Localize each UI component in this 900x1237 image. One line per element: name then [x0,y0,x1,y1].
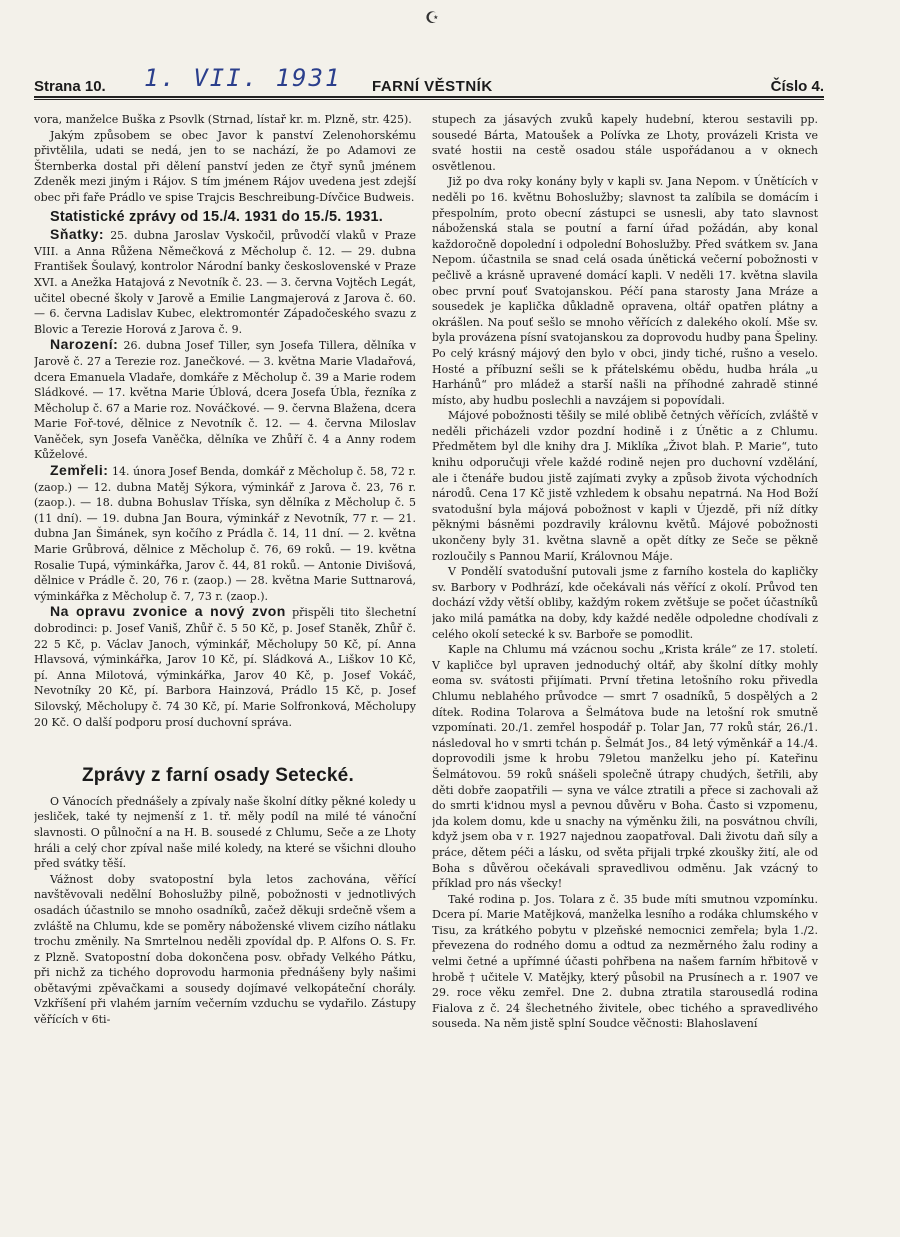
deaths-lead: Zemřeli: [50,462,109,479]
paragraph: Jakým způsobem se obec Javor k panství Zelenohorskému přivtělila, udati se nedá, jen to se nachází, že po Adamovi ze Šternberka dostal při dělení panství jeden ze čtyř synů jménem Zdeněk mezi jiným i Rájov. S tím jménem Rájov uvedena jest zdejší obec při faře Prádlo ve spise Trajcis Beschreibung-Dívčice Budweis. [34,128,416,204]
paragraph: vora, manželce Buška z Psovlk (Strnad, lístař kr. m. Plzně, str. 425). [34,113,412,126]
paragraph: Kaple na Chlumu má vzácnou sochu „Krista krále“ ze 17. století. V kapličce byl upraven jednoduchý oltář, aby školní dítky mohly eoma sv. svátosti přijímati. První třetina letošního roku přivedla Chlumu neblahého průvodce — smrt 7 osadníků, 5 dospělých a 2 dítek. Rodina Tolarova a Šelmátova bude na letošní rok smutně vzpomínati. 20./1. zemřel hospodář p. Tolar Jan, 77 roků stár, 26./1. následoval ho v smrti tchán p. Šelmát Jos., 84 letý výměnkář a 14./4. doprovodili jsme k hrobu 79letou manželku jeho pí. Kateřinu Šelmátovou. 59 roků snášeli společně útrapy chudých, šetřili, aby děti dobře zaopatřili — syna ve válce ztratili a přece si zachovali až do smrti k'idnou mysl a pevnou důvěru v Boha. Často si vzpomenu, jda kolem domu, kde u snachy na výměnku žili, na posvátnou chvíli, když jsem oba v r. 1927 najednou zaopatřoval. Dali životu daň síly a práce, dětem péči a lásku, od světa přijali trpké zkoušky žití, ale od Boha s důvěrou očekávali spravedlivou odměnu. Jak vzácný to příklad pro nás všecky! [432,643,818,891]
paragraph: Také rodina p. Jos. Tolara z č. 35 bude míti smutnou vzpomínku. Dcera pí. Marie Matějková, manželka lesního a rodáka chlumského v Tisu, za krátkého pobytu v plzeňské nemocnici zemřela; byla 1./2. převezena do rodného domu a odtud za nezměrného žalu rodiny a velmi četné a upřímné účasti pohřbena na našem farním hřbitově v hrobě † učitele V. Matějky, který působil na Prusínech a r. 1907 ve 29. roce věku zemřel. Dne 2. dubna ztratila starousedlá rodina Fialova z č. 24 šlechetného živitele, obec tichého a spravedlivého souseda. Na něm jistě splní Soudce věčnosti: Blahoslavení [432,892,818,1031]
page-header [34,64,824,98]
paragraph: V Pondělí svatodušní putovali jsme z farního kostela do kapličky sv. Barbory v Podhrází, kde očekávali nás věřící z okolí. Průvod ten dochází vždy větší obliby, každým rokem zvětšuje se počet účastníků jako milá památka na doby, kdy každé neděle odpoledne chodívali z celého okolí setecké k sv. Barboře se pomodlit. [432,565,818,641]
births-text: 26. dubna Josef Tiller, syn Josefa Tillera, dělníka v Jarově č. 27 a Terezie roz. Janečkové. — 3. května Marie Vladařová, dcera Emanuela Vladaře, domkáře z Měcholup č. 39 a Marie rodem Sládkové. — 17. května Marie Úblová, dcera Josefa Úbla, řezníka z Měcholup č. 67 a Marie roz. Nováčkové. — 9. června Blažena, dcera Marie Foř-tové, dělnice z Nevotník č. 12. — 4. června Miloslav Vaněček, syn Josefa Vaněčka, dělníka ve Zhůří č. 4 a Anny rodem Kůželové. [34,339,416,462]
paragraph: O Vánocích přednášely a zpívaly naše školní dítky pěkné koledy u jesliček, také ty nejmenší z 1. tř. měly podíl na milé té vánoční slavnosti. O půlnoční a na H. B. sousedé z Chlumu, Seče a ze Lhoty hráli a celý chor zpíval naše milé koledy, na které se všichni dlouho před svátky těší. [34,794,416,871]
right-column [432,112,818,1222]
newspaper-title: FARNÍ VĚSTNÍK [372,78,493,95]
setecke-heading: Zprávy z farní osady Setecké. [82,765,354,787]
paragraph: Již po dva roky konány byly v kapli sv. Jana Nepom. v Únětících v neděli po 16. květnu Bohoslužby; slavnost ta zalíbila se domácím i přespolním, proto obecní zástupci se usnesli, aby tato slavnost náboženská stala se poutní a farní úřad požádán, aby konal každoročně dopolední i odpolední Bohoslužby. Před svátkem sv. Jana Nepom. účastnila se snad celá osada únětická večerní pobožnosti v pečlivě a krásně upravené domácí kapli. V neděli 17. května slavila obec první pouť Svatojanskou. Péčí pana starosty Jana Mráze a sousedek je kaplička důkladně opravena, oltář opatřen plátny a okrášlen. Na pouť sešlo se mnoho věřících z dalekého okolí. Mše sv. byla provázena písní svatojanskou za doprovodu hudby pana Špeliny. Po celý krásný májový den bylo v obci, jindy tiché, rušno a veselo. Hosté a příbuzní sešli se k přátelskému obědu, hudba hrála „u Harhánů“ pro mládež a starší našli na příhodné zahradě stinné místo, aby hudbu poslechli a navzájem si popovídali. [432,175,818,407]
paragraph: Májové pobožnosti těšily se milé oblibě četných věřících, zvláště v neděli přicházeli vzdor pozdní hodině i z Únětic a z Chlumu. Předmětem byl dle knihy dra J. Miklíka „Život blah. P. Marie“, tuto knihu odporučuji vřele každé rodině nejen pro duchovní vzdělání, ale i čtenáře budou jistě zajímati zvyky a způsob života východních národů. Cena 17 Kč jistě vzhledem k obsahu nepatrná. Na Hod Boží svatodušní byla májová pobožnost v kapli v Újezdě, při níž dítky pěknými básněmi pozdravily královnu květů. Májové pobožnosti ukončeny byly 31. května slavně a opět dítky ze Seče se pěkně rozloučily s Pannou Marií, Královnou Máje. [432,409,818,563]
marriages-lead: Sňatky: [50,226,105,243]
births-paragraph [34,337,416,463]
donations-paragraph [34,604,416,730]
top-mark: ☪ [425,8,440,27]
left-column [34,112,416,1222]
births-lead: Narození: [50,336,119,353]
handwritten-date: 1. VII. 1931 [144,64,342,92]
marriages-paragraph [34,227,416,337]
statistics-heading: Statistické zprávy od 15./4. 1931 do 15./5. 1931. [50,208,384,225]
donations-lead: Na opravu zvonice a nový zvon [50,603,286,620]
header-rule-thin [34,99,824,100]
issue-number: Číslo 4. [770,78,824,95]
paragraph: stupech za jásavých zvuků kapely hudební, kterou sestavili pp. sousedé Bárta, Matoušek a Polívka ze Lhoty, provázeli Krista ve svaté hostii na cestě osadou stále uspořádanou a v oknech osvětlenou. [432,113,818,173]
deaths-paragraph [34,463,416,604]
donations-text: přispěli tito šlechetní dobrodinci: p. Josef Vaniš, Zhůř č. 5 50 Kč, p. Josef Staněk, Zhůř č. 22 5 Kč, p. Václav Janoch, výminkář, Měcholupy 50 Kč, pí. Anna Hlavsová, výminkářka, Jarov 10 Kč, pí. Sládková A., Liškov 10 Kč, pí. Anna Milotová, výminkářka, Jarov 40 Kč, p. Josef Vokáč, Nevotníky 20 Kč, pí. Barbora Hainzová, Prádlo 15 Kč, p. Josef Silovský, Měcholupy č. 74 30 Kč, pí. Marie Solfronková, Měcholupy 20 Kč. O další podporu prosí duchovní správa. [34,606,416,729]
deaths-text: 14. února Josef Benda, domkář z Měcholup č. 58, 72 r. (zaop.) — 12. dubna Matěj Sýkora, výminkář z Jarova č. 23, 76 r. (zaop.). — 18. dubna Bohuslav Tříska, syn dělníka z Měcholup č. 5 (11 dní). — 19. dubna Jan Boura, výminkář z Nevotník, 77 r. — 21. dubna Jan Šimánek, syn kočího z Prádla č. 14, 11 dní. — 2. května Marie Grůbrová, dělnice z Měcholup č. 76, 69 roků. — 19. května Rosalie Tupá, výminkářka, Jarov č. 44, 81 roků. — Antonie Divišová, dělnice v Prádle č. 20, 76 r. (zaop.) — 28. května Marie Suttnarová, výminkářka z Měcholup č. 7, 73 r. (zaop.). [34,465,416,603]
marriages-text: 25. dubna Jaroslav Vyskočil, průvodčí vlaků v Praze VIII. a Anna Růžena Němečková z Měcholup č. 12. — 29. dubna František Šoulavý, kontrolor Národní banky československé v Praze XVI. a Anežka Hatajová z Nevotník č. 23. — 3. června Vojtěch Legát, učitel obecné školy v Jarově a Emilie Langmajerová z Jarova č. 60. — 6. června Ladislav Kubec, elektromontér Západočeského svazu z Blovic a Terezie Horová z Jarova č. 9. [34,229,416,336]
page-number: Strana 10. [34,78,106,95]
header-rule [34,96,824,98]
paragraph: Vážnost doby svatopostní byla letos zachována, věřící navštěvovali nedělní Bohoslužby pilně, pobožnosti v jednotlivých osadách účastnilo se mnoho osadníků, začež děkuji srdečně všem a zvláště na Chlumu, kde se poměry náboženské vlivem cizího nátlaku trochu změnily. Na Smrtelnou neděli zpovídal dp. P. Alfons O. S. Fr. z Plzně. Svatopostní doba dokončena posv. obřady Velkého Pátku, při nichž za tichého doprovodu harmonia přednášeny byly našimi obětavými zpěvačkami a sousedy dojímavé velkopáteční chorály. Vzkříšení při vlahém jarním večerním vzduchu se vydařilo. Zástupy věřících v 6ti- [34,872,416,1027]
